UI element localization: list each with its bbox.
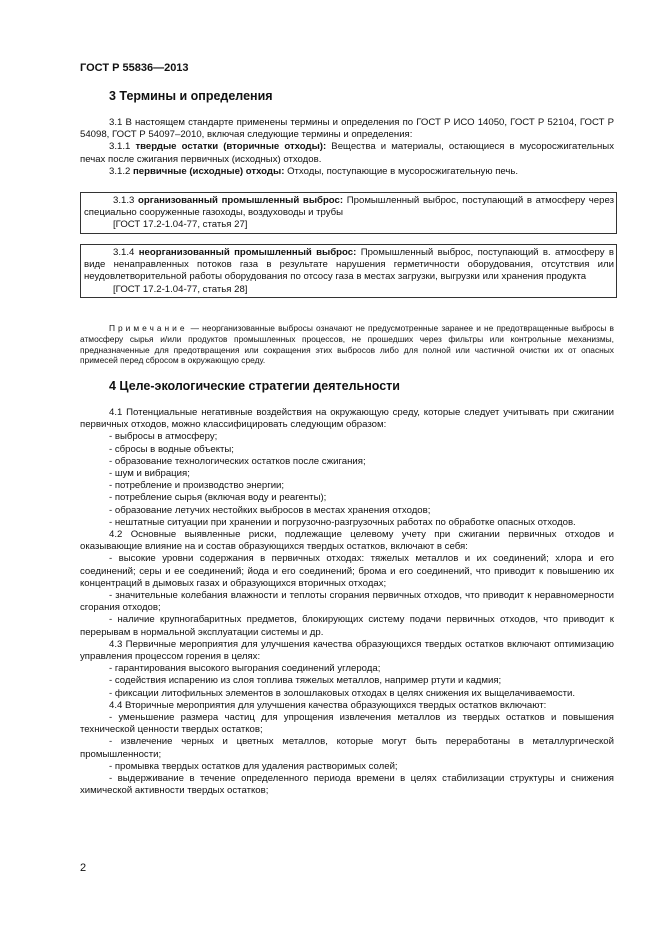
note-label: Примечание: [109, 323, 188, 333]
list-item: - потребление и производство энергии;: [109, 480, 285, 492]
list-item: - фиксации литофильных элементов в золошлаковых отходах в целях снижения их выщелачиваемости.: [109, 687, 576, 699]
section-3-body: [80, 117, 614, 178]
list-item: - промывка твердых остатков для удаления растворимых солей;: [109, 760, 398, 772]
term-box-3-1-4: 3.1.4 неорганизованный промышленный выброс: Промышленный выброс, поступающий в. атмосферу в виде ненаправленных потоков газа в результате нарушения герметичности оборудования, отсутствия или неудовлетворительной работы оборудования по отсосу газа в местах загрузки, выгрузки или хранения продукта [ГОСТ 17.2-1.04-77, статья 28]: [80, 244, 617, 298]
list-item: - выдерживание в течение определенного периода времени в целях стабилизации структуры и снижения химической активности твердых остатков;: [80, 773, 614, 797]
list-item: - сбросы в водные объекты;: [109, 443, 234, 455]
list-item: - выбросы в атмосферу;: [109, 431, 218, 443]
list-item: - содействия испарению из слоя топлива тяжелых металлов, например ртути и кадмия;: [109, 675, 502, 687]
term-3-1-2: первичные (исходные) отходы:: [133, 165, 285, 177]
clause-4-4: 4.4 Вторичные мероприятия для улучшения качества образующихся твердых остатков включают:: [109, 699, 547, 711]
section-3-title: 3 Термины и определения: [109, 89, 273, 103]
clause-4-3: 4.3 Первичные мероприятия для улучшения качества образующихся твердых остатков включают оптимизацию управления процессом горения в целях:: [80, 638, 614, 663]
clause-4-1: 4.1 Потенциальные негативные воздействия на окружающую среду, которые следует учитывать при сжигании первичных отходов, можно классифицировать следующим образом:: [80, 407, 614, 431]
box-2-reference: [ГОСТ 17.2-1.04-77, статья 28]: [113, 283, 248, 295]
list-item: - шум и вибрация;: [109, 468, 190, 480]
list-item: - образование летучих нестойких выбросов в местах хранения отходов;: [109, 504, 431, 516]
list-item: - наличие крупногабаритных предметов, блокирующих систему подачи первичных отходов, что приводит к перерывам в нормальной эксплуатации системы и др.: [80, 614, 614, 638]
note: [80, 323, 614, 366]
term-3-1-3: организованный промышленный выброс:: [138, 195, 344, 206]
section-4-body: [80, 407, 614, 798]
document-header: ГОСТ Р 55836—2013: [80, 62, 189, 74]
box-1-reference: [ГОСТ 17.2-1.04-77, статья 27]: [113, 219, 248, 231]
clause-4-2: 4.2 Основные выявленные риски, подлежащие целевому учету при сжигании первичных отходов и оказывающие влияние на и состав образующихся твердых остатков, включают в себя:: [80, 529, 614, 553]
note-text: — неорганизованные выбросы означают не предусмотренные заранее и не предотвращенные выбросы в атмосферу сырья и/или продуктов промышленных процессов, не прошедших через фильтры или контрольные механизмы, предназначенные для предотвращения или сокращения этих выбросов либо для полной или частичной очистки их от опасных примесей перед сбросом в окружающую среду.: [80, 323, 614, 366]
term-3-1-1: твердые остатки (вторичные отходы):: [135, 141, 327, 153]
list-item: - нештатные ситуации при хранении и погрузочно-разгрузочных работах по обработке опасных отходов.: [109, 516, 576, 528]
page-number: 2: [80, 862, 87, 874]
list-item: - высокие уровни содержания в первичных отходах: тяжелых металлов и их соединений; хлора и его соединений; серы и ее соединений; йода и его соединений; брома и его соединений, что приводит к повышению их концентраций в дымовых газах и образующихся вторичных отходах;: [80, 553, 614, 589]
list-item: - значительные колебания влажности и теплоты сгорания первичных отходов, что приводит к неравномерности сгорания отходов;: [80, 590, 614, 614]
clause-3-1-2: 3.1.2 первичные (исходные) отходы: Отходы, поступающие в мусоросжигательную печь.: [109, 165, 519, 177]
section-4-title: 4 Целе-экологические стратегии деятельности: [109, 379, 400, 393]
list-item: - образование технологических остатков после сжигания;: [109, 455, 366, 467]
clause-3-1: 3.1 В настоящем стандарте применены термины и определения по ГОСТ Р ИСО 14050, ГОСТ Р 52104, ГОСТ Р 54098, ГОСТ Р 54097–2010, включая следующие термины и определения:: [80, 117, 614, 141]
term-3-1-4: неорганизованный промышленный выброс:: [138, 247, 357, 258]
list-item: - гарантирования высокого выгорания соединений углерода;: [109, 663, 381, 675]
list-item: - уменьшение размера частиц для упрощения извлечения металлов из твердых остатков и повышения технической ценности твердых остатков;: [80, 712, 614, 736]
term-box-3-1-3: 3.1.3 организованный промышленный выброс: Промышленный выброс, поступающий в атмосферу через специально сооруженные газоходы, воздуховоды и трубы [ГОСТ 17.2-1.04-77, статья 27]: [80, 192, 617, 234]
list-item: - извлечение черных и цветных металлов, которые могут быть переработаны в металлургической промышленности;: [80, 736, 614, 760]
clause-3-1-1: 3.1.1 твердые остатки (вторичные отходы): Вещества и материалы, остающиеся в мусоросжигательных печах после сжигания первичных (исходных) отходов.: [80, 141, 614, 165]
list-item: - потребление сырья (включая воду и реагенты);: [109, 492, 327, 504]
